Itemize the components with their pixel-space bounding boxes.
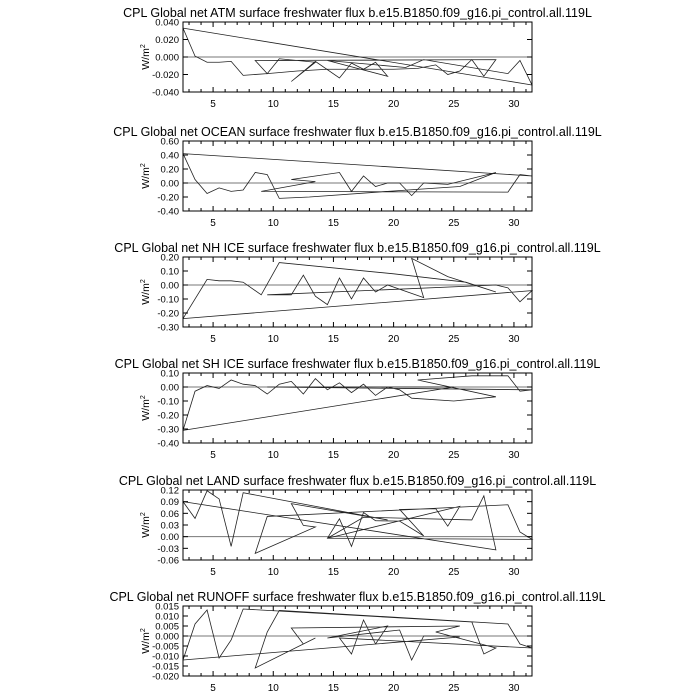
x-tick-label: 25 [448,334,460,345]
y-tick-label: -0.06 [157,555,179,567]
panel-title: CPL Global net RUNOFF surface freshwater flux b.e15.B1850.f09_g16.pi_control.all.119L [109,590,606,604]
y-tick-label: 0.000 [155,631,179,643]
y-tick-label: -0.010 [152,651,179,663]
y-tick-label: -0.015 [152,661,179,673]
y-tick-label: 0.03 [160,520,179,532]
x-tick-label: 25 [448,567,460,578]
y-tick-label: 0.020 [155,35,179,46]
panel-title: CPL Global net NH ICE surface freshwater flux b.e15.B1850.f09_g16.pi_control.all.119L [114,241,601,255]
x-tick-label: 15 [327,334,339,345]
x-tick-label: 15 [327,218,339,229]
y-tick-label: -0.10 [157,294,179,306]
y-axis-label [140,512,152,538]
panel-title: CPL Global net OCEAN surface freshwater flux b.e15.B1850.f09_g16.pi_control.all.119L [113,125,602,139]
y-axis-label [140,44,152,70]
x-tick-label: 30 [508,99,520,110]
x-tick-label: 5 [210,450,216,461]
panel-title: CPL Global net LAND surface freshwater flux b.e15.B1850.f09_g16.pi_control.all.119L [118,474,597,488]
x-tick-label: 15 [327,99,339,110]
y-axis-label-sup: 2 [140,628,147,633]
data-line [183,154,532,199]
y-tick-label: 0.00 [160,280,179,292]
y-tick-label: 0.005 [155,621,179,633]
x-tick-label: 10 [267,218,279,229]
y-tick-label: -0.20 [157,192,179,204]
data-line [183,609,532,668]
y-tick-label: -0.020 [152,70,179,81]
plot-frame [183,141,532,211]
data-line [183,376,532,431]
y-tick-label: -0.40 [157,438,179,450]
y-tick-label: 0.040 [155,17,179,29]
panel-title: CPL Global net ATM surface freshwater flux b.e15.B1850.f09_g16.pi_control.all.119L [123,6,592,20]
panel-2 [114,241,600,345]
x-tick-label: 30 [508,683,520,694]
x-tick-label: 25 [448,99,460,110]
x-tick-label: 15 [327,683,339,694]
panel-1 [113,125,602,229]
panel-title: CPL Global net SH ICE surface freshwater flux b.e15.B1850.f09_g16.pi_control.all.119L [114,357,601,371]
y-tick-label: 0.12 [160,485,179,497]
x-tick-label: 30 [508,450,520,461]
x-tick-label: 25 [448,450,460,461]
y-tick-label: 0.010 [155,611,179,623]
y-tick-label: 0.20 [160,252,179,264]
x-tick-label: 20 [388,683,400,694]
y-tick-label: -0.20 [157,410,179,422]
x-tick-label: 30 [508,334,520,345]
x-tick-label: 10 [267,683,279,694]
y-tick-label: -0.20 [157,308,179,320]
y-axis-label-unit: W/m [140,632,152,654]
x-tick-label: 20 [388,218,400,229]
y-tick-label: -0.10 [157,396,179,408]
y-tick-label: 0.20 [160,164,179,176]
plot-frame [183,257,532,327]
plot-frame [183,490,532,560]
y-tick-label: 0.015 [155,601,179,613]
x-tick-label: 15 [327,450,339,461]
y-axis-label-sup: 2 [140,163,147,168]
x-tick-label: 25 [448,218,460,229]
y-tick-label: 0.00 [160,532,179,544]
x-tick-label: 10 [267,99,279,110]
y-axis-label [140,628,152,654]
y-tick-label: 0.00 [160,178,179,190]
y-axis-label-unit: W/m [140,399,152,421]
panel-5 [109,590,605,694]
y-axis-label [140,395,152,421]
x-tick-label: 20 [388,450,400,461]
panel-4 [119,474,596,578]
y-tick-label: 0.06 [160,508,179,520]
y-axis-label-sup: 2 [140,44,147,49]
y-tick-label: 0.10 [160,266,179,278]
y-axis-label-unit: W/m [140,48,152,70]
y-tick-label: 0.10 [160,368,179,380]
y-tick-label: -0.40 [157,206,179,218]
y-axis-label-unit: W/m [140,283,152,305]
x-tick-label: 10 [267,567,279,578]
data-line [183,258,532,318]
y-tick-label: 0.60 [160,136,179,148]
x-tick-label: 10 [267,450,279,461]
y-tick-label: -0.30 [157,424,179,436]
data-line [183,491,532,554]
y-tick-label: 0.000 [155,52,179,64]
y-axis-label-sup: 2 [140,279,147,284]
x-tick-label: 5 [210,334,216,345]
y-tick-label: -0.005 [152,641,179,653]
y-axis-label-unit: W/m [140,167,152,189]
plot-frame [183,606,532,676]
x-tick-label: 30 [508,218,520,229]
y-axis-label-sup: 2 [140,512,147,517]
x-tick-label: 20 [388,567,400,578]
x-tick-label: 30 [508,567,520,578]
y-axis-label [140,279,152,305]
y-tick-label: 0.40 [160,150,179,162]
y-tick-label: 0.00 [160,382,179,394]
y-tick-label: -0.30 [157,322,179,334]
panel-3 [115,357,601,461]
y-tick-label: 0.09 [160,497,179,509]
x-tick-label: 20 [388,334,400,345]
x-tick-label: 25 [448,683,460,694]
x-tick-label: 5 [210,99,216,110]
x-tick-label: 5 [210,218,216,229]
y-tick-label: -0.03 [157,543,179,555]
x-tick-label: 5 [210,567,216,578]
x-tick-label: 5 [210,683,216,694]
y-axis-label [140,163,152,189]
y-tick-label: -0.020 [152,671,179,683]
panel-0 [123,6,592,110]
y-axis-label-unit: W/m [140,516,152,538]
y-tick-label: -0.040 [152,87,179,99]
y-axis-label-sup: 2 [140,395,147,400]
x-tick-label: 20 [388,99,400,110]
x-tick-label: 10 [267,334,279,345]
x-tick-label: 15 [327,567,339,578]
plot-frame [183,373,532,443]
